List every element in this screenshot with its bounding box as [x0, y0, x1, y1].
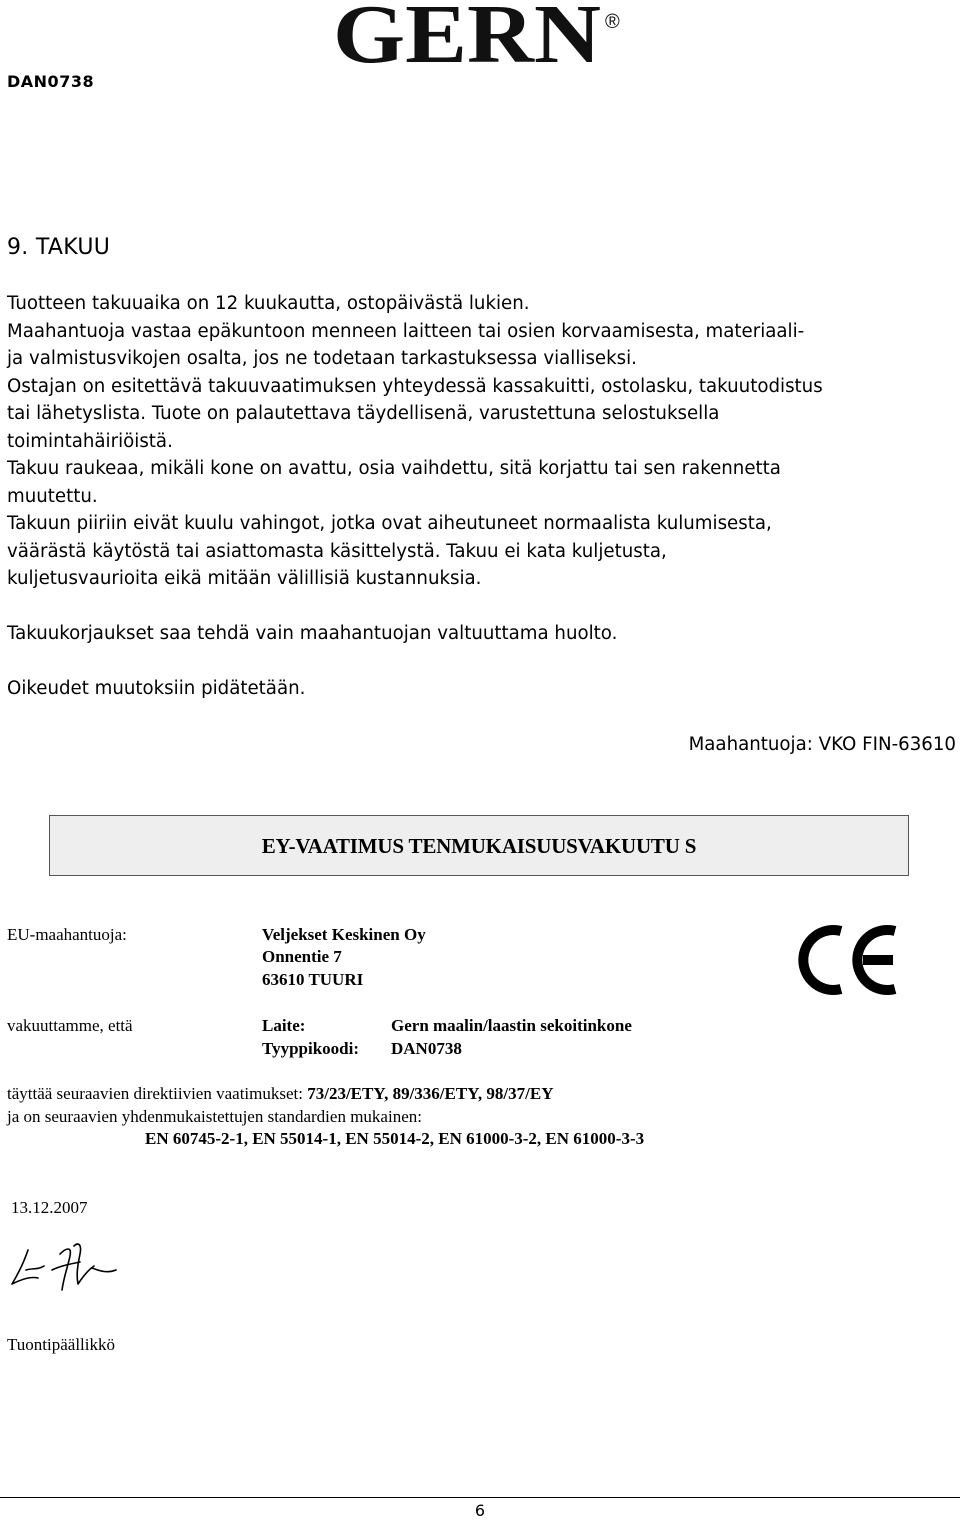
- warranty-line: Ostajan on esitettävä takuuvaatimuksen yhteydessä kassakuitti, ostolasku, takuutodistus: [7, 375, 823, 397]
- warranty-line: väärästä käytöstä tai asiattomasta käsittelystä. Takuu ei kata kuljetusta,: [7, 540, 667, 562]
- warranty-line: muutettu.: [7, 485, 98, 507]
- type-value: DAN0738: [391, 1039, 462, 1058]
- device-label: Laite:: [262, 1016, 306, 1035]
- warranty-text: [7, 290, 952, 593]
- declaration-date: 13.12.2007: [11, 1198, 88, 1217]
- company-city: 63610 TUURI: [262, 970, 364, 989]
- gern-logo: [333, 0, 627, 66]
- directives-line: [7, 1083, 553, 1106]
- eu-importer-label: EU-maahantuoja:: [7, 925, 127, 944]
- footer-divider: [0, 1497, 960, 1498]
- declaration-title: EY-VAATIMUS TENMUKAISUUSVAKUUTU S: [261, 834, 697, 858]
- warranty-line: kuljetusvaurioita eikä mitään välillisiä kustannuksia.: [7, 568, 482, 589]
- svg-text:GERN: GERN: [333, 0, 601, 66]
- warranty-line: ja valmistusvikojen osalta, jos ne todetaan tarkastuksessa vialliseksi.: [7, 348, 637, 369]
- warranty-line: toimintahäiriöistä.: [7, 430, 173, 452]
- importer-note: Maahantuoja: VKO FIN-63610: [688, 734, 956, 755]
- type-label: Tyyppikoodi:: [262, 1039, 360, 1058]
- page-number: 6: [474, 1501, 486, 1520]
- rights-note: Oikeudet muutoksiin pidätetään.: [7, 678, 306, 699]
- warranty-line: Takuun piiriin eivät kuulu vahingot, jotka ovat aiheutuneet normaalista kulumisesta,: [7, 513, 772, 534]
- warranty-line: Maahantuoja vastaa epäkuntoon menneen laitteen tai osien korvaamisesta, materiaali-: [7, 320, 805, 342]
- company-street: Onnentie 7: [262, 947, 342, 966]
- warranty-line: Tuotteen takuuaika on 12 kuukautta, ostopäivästä lukien.: [7, 293, 530, 314]
- standards-value: EN 60745-2-1, EN 55014-1, EN 55014-2, EN 61000-3-2, EN 61000-3-3: [145, 1129, 645, 1148]
- service-note: Takuukorjaukset saa tehdä vain maahantuojan valtuuttama huolto.: [7, 623, 618, 644]
- declare-label: vakuuttamme, että: [7, 1016, 133, 1035]
- signature: [8, 1240, 120, 1292]
- company-name: Veljekset Keskinen Oy: [262, 925, 426, 944]
- section-heading: 9. TAKUU: [7, 235, 111, 260]
- device-value: Gern maalin/laastin sekoitinkone: [391, 1016, 632, 1035]
- standards-text: ja on seuraavien yhdenmukaistettujen standardien mukainen:: [7, 1107, 422, 1126]
- ce-mark-icon: [795, 921, 901, 999]
- svg-text:®: ®: [605, 11, 620, 33]
- signer-title: Tuontipäällikkö: [7, 1335, 115, 1354]
- warranty-line: tai lähetyslista. Tuote on palautettava täydellisenä, varustettuna selostuksella: [7, 403, 720, 424]
- directives-value: 73/23/ETY, 89/336/ETY, 98/37/EY: [307, 1084, 554, 1103]
- declaration-title-box: [49, 815, 909, 876]
- warranty-line: Takuu raukeaa, mikäli kone on avattu, osia vaihdettu, sitä korjattu tai sen rakennetta: [7, 458, 781, 479]
- directives-text: täyttää seuraavien direktiivien vaatimukset:: [7, 1084, 303, 1103]
- document-code: DAN0738: [7, 72, 95, 91]
